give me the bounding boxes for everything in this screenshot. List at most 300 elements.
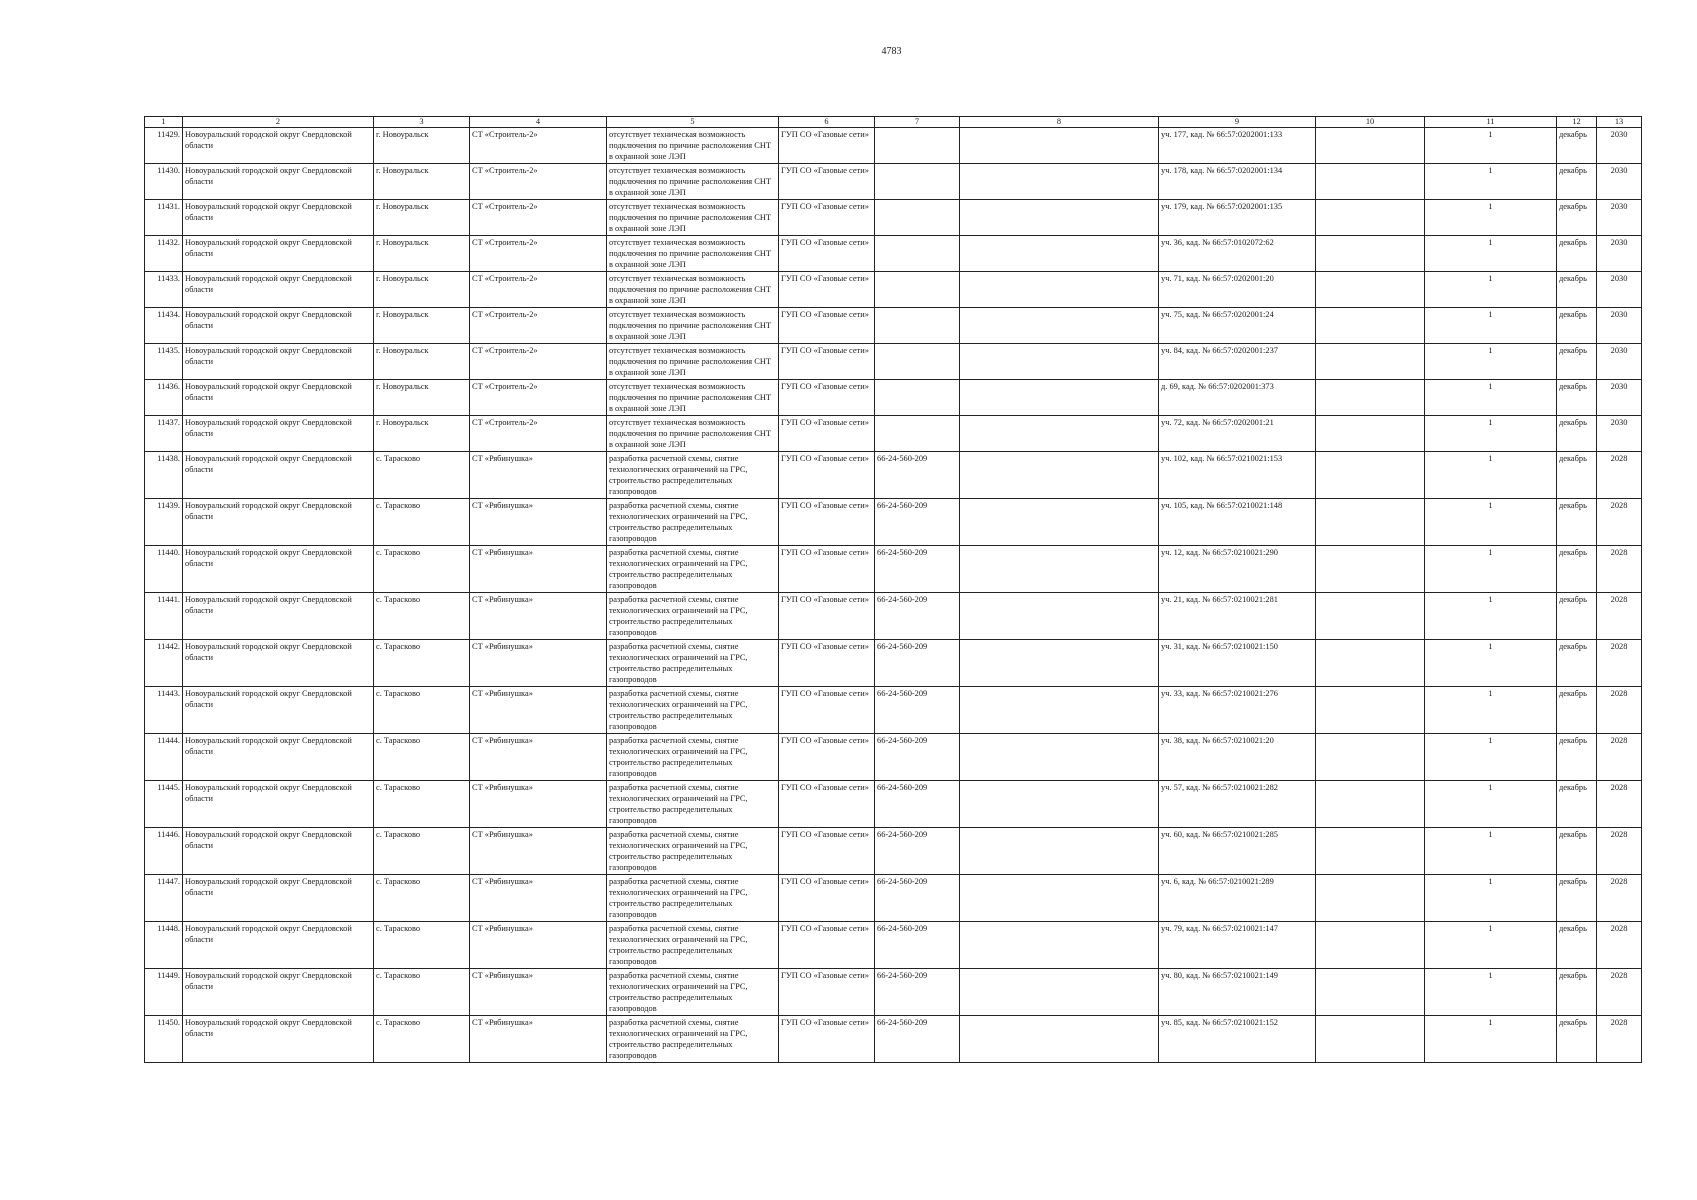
month-cell: декабрь	[1557, 128, 1597, 164]
month-cell: декабрь	[1557, 164, 1597, 200]
table-row	[145, 687, 1642, 734]
object-cell: СТ «Рябинушка»	[470, 640, 607, 687]
address-cell: уч. 21, кад. № 66:57:0210021:281	[1159, 593, 1316, 640]
object-cell: СТ «Строитель-2»	[470, 416, 607, 452]
column-8-cell	[960, 164, 1159, 200]
month-cell: декабрь	[1557, 969, 1597, 1016]
column-8-cell	[960, 272, 1159, 308]
organization-cell: ГУП СО «Газовые сети»	[779, 416, 875, 452]
code-cell	[875, 200, 960, 236]
object-cell: СТ «Рябинушка»	[470, 734, 607, 781]
municipality-cell: Новоуральский городской округ Свердловской области	[183, 1016, 374, 1063]
address-cell: уч. 12, кад. № 66:57:0210021:290	[1159, 546, 1316, 593]
object-cell: СТ «Строитель-2»	[470, 272, 607, 308]
year-cell: 2028	[1597, 546, 1642, 593]
code-cell: 66-24-560-209	[875, 499, 960, 546]
row-number: 11433.	[145, 272, 183, 308]
reason-cell: разработка расчетной схемы, снятие технологических ограничений на ГРС, строительство распределительных газопроводов	[607, 593, 779, 640]
locality-cell: г. Новоуральск	[374, 308, 470, 344]
object-cell: СТ «Рябинушка»	[470, 452, 607, 499]
column-header-2: 2	[183, 117, 374, 128]
year-cell: 2030	[1597, 308, 1642, 344]
quantity-cell: 1	[1425, 1016, 1557, 1063]
organization-cell: ГУП СО «Газовые сети»	[779, 164, 875, 200]
table-row	[145, 734, 1642, 781]
column-8-cell	[960, 499, 1159, 546]
column-8-cell	[960, 452, 1159, 499]
year-cell: 2030	[1597, 344, 1642, 380]
month-cell: декабрь	[1557, 308, 1597, 344]
address-cell: уч. 57, кад. № 66:57:0210021:282	[1159, 781, 1316, 828]
quantity-cell: 1	[1425, 499, 1557, 546]
month-cell: декабрь	[1557, 380, 1597, 416]
column-header-7: 7	[875, 117, 960, 128]
column-header-1: 1	[145, 117, 183, 128]
month-cell: декабрь	[1557, 1016, 1597, 1063]
quantity-cell: 1	[1425, 344, 1557, 380]
column-8-cell	[960, 687, 1159, 734]
column-10-cell	[1316, 416, 1425, 452]
year-cell: 2028	[1597, 1016, 1642, 1063]
row-number: 11430.	[145, 164, 183, 200]
object-cell: СТ «Строитель-2»	[470, 308, 607, 344]
column-10-cell	[1316, 272, 1425, 308]
municipality-cell: Новоуральский городской округ Свердловской области	[183, 128, 374, 164]
year-cell: 2030	[1597, 128, 1642, 164]
column-10-cell	[1316, 236, 1425, 272]
row-number: 11447.	[145, 875, 183, 922]
column-10-cell	[1316, 640, 1425, 687]
locality-cell: г. Новоуральск	[374, 344, 470, 380]
row-number: 11439.	[145, 499, 183, 546]
address-cell: уч. 177, кад. № 66:57:0202001:133	[1159, 128, 1316, 164]
reason-cell: отсутствует техническая возможность подключения по причине расположения СНТ в охранной зоне ЛЭП	[607, 344, 779, 380]
column-8-cell	[960, 781, 1159, 828]
locality-cell: г. Новоуральск	[374, 164, 470, 200]
column-8-cell	[960, 969, 1159, 1016]
municipality-cell: Новоуральский городской округ Свердловской области	[183, 452, 374, 499]
address-cell: уч. 31, кад. № 66:57:0210021:150	[1159, 640, 1316, 687]
code-cell: 66-24-560-209	[875, 734, 960, 781]
table-row	[145, 164, 1642, 200]
month-cell: декабрь	[1557, 272, 1597, 308]
address-cell: уч. 85, кад. № 66:57:0210021:152	[1159, 1016, 1316, 1063]
locality-cell: г. Новоуральск	[374, 236, 470, 272]
organization-cell: ГУП СО «Газовые сети»	[779, 640, 875, 687]
table-row	[145, 308, 1642, 344]
month-cell: декабрь	[1557, 640, 1597, 687]
code-cell: 66-24-560-209	[875, 546, 960, 593]
municipality-cell: Новоуральский городской округ Свердловской области	[183, 164, 374, 200]
row-number: 11436.	[145, 380, 183, 416]
reason-cell: отсутствует техническая возможность подключения по причине расположения СНТ в охранной зоне ЛЭП	[607, 380, 779, 416]
quantity-cell: 1	[1425, 380, 1557, 416]
table-row	[145, 380, 1642, 416]
organization-cell: ГУП СО «Газовые сети»	[779, 781, 875, 828]
object-cell: СТ «Строитель-2»	[470, 128, 607, 164]
column-8-cell	[960, 875, 1159, 922]
locality-cell: с. Тарасково	[374, 734, 470, 781]
column-8-cell	[960, 546, 1159, 593]
object-cell: СТ «Строитель-2»	[470, 200, 607, 236]
row-number: 11444.	[145, 734, 183, 781]
row-number: 11442.	[145, 640, 183, 687]
table-row	[145, 922, 1642, 969]
municipality-cell: Новоуральский городской округ Свердловской области	[183, 687, 374, 734]
year-cell: 2028	[1597, 734, 1642, 781]
column-8-cell	[960, 416, 1159, 452]
column-8-cell	[960, 640, 1159, 687]
municipality-cell: Новоуральский городской округ Свердловской области	[183, 875, 374, 922]
year-cell: 2028	[1597, 781, 1642, 828]
row-number: 11446.	[145, 828, 183, 875]
object-cell: СТ «Рябинушка»	[470, 875, 607, 922]
municipality-cell: Новоуральский городской округ Свердловской области	[183, 781, 374, 828]
municipality-cell: Новоуральский городской округ Свердловской области	[183, 200, 374, 236]
organization-cell: ГУП СО «Газовые сети»	[779, 308, 875, 344]
year-cell: 2028	[1597, 969, 1642, 1016]
address-cell: уч. 79, кад. № 66:57:0210021:147	[1159, 922, 1316, 969]
organization-cell: ГУП СО «Газовые сети»	[779, 546, 875, 593]
row-number: 11431.	[145, 200, 183, 236]
year-cell: 2028	[1597, 922, 1642, 969]
organization-cell: ГУП СО «Газовые сети»	[779, 128, 875, 164]
column-header-9: 9	[1159, 117, 1316, 128]
reason-cell: отсутствует техническая возможность подключения по причине расположения СНТ в охранной зоне ЛЭП	[607, 128, 779, 164]
column-10-cell	[1316, 734, 1425, 781]
reason-cell: разработка расчетной схемы, снятие технологических ограничений на ГРС, строительство распределительных газопроводов	[607, 452, 779, 499]
object-cell: СТ «Рябинушка»	[470, 593, 607, 640]
reason-cell: разработка расчетной схемы, снятие технологических ограничений на ГРС, строительство распределительных газопроводов	[607, 687, 779, 734]
month-cell: декабрь	[1557, 875, 1597, 922]
code-cell: 66-24-560-209	[875, 1016, 960, 1063]
locality-cell: с. Тарасково	[374, 687, 470, 734]
quantity-cell: 1	[1425, 640, 1557, 687]
municipality-cell: Новоуральский городской округ Свердловской области	[183, 828, 374, 875]
reason-cell: разработка расчетной схемы, снятие технологических ограничений на ГРС, строительство распределительных газопроводов	[607, 828, 779, 875]
quantity-cell: 1	[1425, 922, 1557, 969]
row-number: 11445.	[145, 781, 183, 828]
table-row	[145, 416, 1642, 452]
object-cell: СТ «Строитель-2»	[470, 236, 607, 272]
locality-cell: с. Тарасково	[374, 969, 470, 1016]
quantity-cell: 1	[1425, 828, 1557, 875]
year-cell: 2030	[1597, 416, 1642, 452]
column-10-cell	[1316, 380, 1425, 416]
column-number-header-row	[145, 117, 1642, 128]
organization-cell: ГУП СО «Газовые сети»	[779, 200, 875, 236]
column-10-cell	[1316, 875, 1425, 922]
municipality-cell: Новоуральский городской округ Свердловской области	[183, 640, 374, 687]
column-8-cell	[960, 308, 1159, 344]
quantity-cell: 1	[1425, 687, 1557, 734]
column-8-cell	[960, 593, 1159, 640]
address-cell: уч. 38, кад. № 66:57:0210021:20	[1159, 734, 1316, 781]
address-cell: уч. 102, кад. № 66:57:0210021:153	[1159, 452, 1316, 499]
municipality-cell: Новоуральский городской округ Свердловской области	[183, 734, 374, 781]
table-row	[145, 546, 1642, 593]
address-cell: уч. 178, кад. № 66:57:0202001:134	[1159, 164, 1316, 200]
month-cell: декабрь	[1557, 452, 1597, 499]
code-cell: 66-24-560-209	[875, 452, 960, 499]
quantity-cell: 1	[1425, 546, 1557, 593]
code-cell	[875, 344, 960, 380]
column-8-cell	[960, 128, 1159, 164]
locality-cell: с. Тарасково	[374, 546, 470, 593]
column-10-cell	[1316, 128, 1425, 164]
column-10-cell	[1316, 1016, 1425, 1063]
year-cell: 2028	[1597, 499, 1642, 546]
row-number: 11438.	[145, 452, 183, 499]
quantity-cell: 1	[1425, 416, 1557, 452]
column-header-3: 3	[374, 117, 470, 128]
object-cell: СТ «Рябинушка»	[470, 546, 607, 593]
reason-cell: отсутствует техническая возможность подключения по причине расположения СНТ в охранной зоне ЛЭП	[607, 308, 779, 344]
column-header-6: 6	[779, 117, 875, 128]
object-cell: СТ «Строитель-2»	[470, 380, 607, 416]
column-10-cell	[1316, 546, 1425, 593]
year-cell: 2030	[1597, 380, 1642, 416]
reason-cell: разработка расчетной схемы, снятие технологических ограничений на ГРС, строительство распределительных газопроводов	[607, 969, 779, 1016]
locality-cell: с. Тарасково	[374, 640, 470, 687]
column-header-10: 10	[1316, 117, 1425, 128]
municipality-cell: Новоуральский городской округ Свердловской области	[183, 593, 374, 640]
column-10-cell	[1316, 687, 1425, 734]
month-cell: декабрь	[1557, 781, 1597, 828]
locality-cell: г. Новоуральск	[374, 380, 470, 416]
municipality-cell: Новоуральский городской округ Свердловской области	[183, 380, 374, 416]
code-cell: 66-24-560-209	[875, 687, 960, 734]
table-row	[145, 200, 1642, 236]
organization-cell: ГУП СО «Газовые сети»	[779, 380, 875, 416]
month-cell: декабрь	[1557, 687, 1597, 734]
address-cell: уч. 80, кад. № 66:57:0210021:149	[1159, 969, 1316, 1016]
year-cell: 2030	[1597, 200, 1642, 236]
month-cell: декабрь	[1557, 236, 1597, 272]
row-number: 11434.	[145, 308, 183, 344]
reason-cell: отсутствует техническая возможность подключения по причине расположения СНТ в охранной зоне ЛЭП	[607, 272, 779, 308]
quantity-cell: 1	[1425, 272, 1557, 308]
row-number: 11440.	[145, 546, 183, 593]
column-10-cell	[1316, 828, 1425, 875]
column-8-cell	[960, 200, 1159, 236]
municipality-cell: Новоуральский городской округ Свердловской области	[183, 236, 374, 272]
quantity-cell: 1	[1425, 200, 1557, 236]
address-cell: уч. 75, кад. № 66:57:0202001:24	[1159, 308, 1316, 344]
column-header-12: 12	[1557, 117, 1597, 128]
row-number: 11441.	[145, 593, 183, 640]
municipality-cell: Новоуральский городской округ Свердловской области	[183, 499, 374, 546]
reason-cell: отсутствует техническая возможность подключения по причине расположения СНТ в охранной зоне ЛЭП	[607, 416, 779, 452]
quantity-cell: 1	[1425, 781, 1557, 828]
column-8-cell	[960, 380, 1159, 416]
month-cell: декабрь	[1557, 416, 1597, 452]
table-row	[145, 499, 1642, 546]
quantity-cell: 1	[1425, 969, 1557, 1016]
column-10-cell	[1316, 781, 1425, 828]
column-header-4: 4	[470, 117, 607, 128]
organization-cell: ГУП СО «Газовые сети»	[779, 828, 875, 875]
month-cell: декабрь	[1557, 546, 1597, 593]
year-cell: 2030	[1597, 272, 1642, 308]
organization-cell: ГУП СО «Газовые сети»	[779, 593, 875, 640]
reason-cell: разработка расчетной схемы, снятие технологических ограничений на ГРС, строительство распределительных газопроводов	[607, 499, 779, 546]
address-cell: уч. 60, кад. № 66:57:0210021:285	[1159, 828, 1316, 875]
address-cell: уч. 71, кад. № 66:57:0202001:20	[1159, 272, 1316, 308]
organization-cell: ГУП СО «Газовые сети»	[779, 272, 875, 308]
object-cell: СТ «Рябинушка»	[470, 1016, 607, 1063]
address-cell: уч. 36, кад. № 66:57:0102072:62	[1159, 236, 1316, 272]
quantity-cell: 1	[1425, 593, 1557, 640]
reason-cell: разработка расчетной схемы, снятие технологических ограничений на ГРС, строительство распределительных газопроводов	[607, 1016, 779, 1063]
organization-cell: ГУП СО «Газовые сети»	[779, 236, 875, 272]
object-cell: СТ «Рябинушка»	[470, 969, 607, 1016]
year-cell: 2028	[1597, 452, 1642, 499]
organization-cell: ГУП СО «Газовые сети»	[779, 344, 875, 380]
column-header-8: 8	[960, 117, 1159, 128]
row-number: 11435.	[145, 344, 183, 380]
reason-cell: отсутствует техническая возможность подключения по причине расположения СНТ в охранной зоне ЛЭП	[607, 164, 779, 200]
locality-cell: с. Тарасково	[374, 1016, 470, 1063]
code-cell: 66-24-560-209	[875, 640, 960, 687]
year-cell: 2030	[1597, 236, 1642, 272]
table-row	[145, 875, 1642, 922]
column-10-cell	[1316, 164, 1425, 200]
code-cell	[875, 128, 960, 164]
object-cell: СТ «Рябинушка»	[470, 687, 607, 734]
quantity-cell: 1	[1425, 452, 1557, 499]
organization-cell: ГУП СО «Газовые сети»	[779, 1016, 875, 1063]
reason-cell: разработка расчетной схемы, снятие технологических ограничений на ГРС, строительство распределительных газопроводов	[607, 640, 779, 687]
object-cell: СТ «Рябинушка»	[470, 922, 607, 969]
object-cell: СТ «Строитель-2»	[470, 164, 607, 200]
column-10-cell	[1316, 922, 1425, 969]
municipality-cell: Новоуральский городской округ Свердловской области	[183, 416, 374, 452]
month-cell: декабрь	[1557, 499, 1597, 546]
organization-cell: ГУП СО «Газовые сети»	[779, 687, 875, 734]
column-10-cell	[1316, 200, 1425, 236]
row-number: 11449.	[145, 969, 183, 1016]
column-10-cell	[1316, 499, 1425, 546]
organization-cell: ГУП СО «Газовые сети»	[779, 922, 875, 969]
reason-cell: разработка расчетной схемы, снятие технологических ограничений на ГРС, строительство распределительных газопроводов	[607, 875, 779, 922]
year-cell: 2028	[1597, 593, 1642, 640]
year-cell: 2028	[1597, 640, 1642, 687]
quantity-cell: 1	[1425, 734, 1557, 781]
column-10-cell	[1316, 969, 1425, 1016]
column-10-cell	[1316, 308, 1425, 344]
gasification-table	[144, 116, 1642, 1063]
table-row	[145, 128, 1642, 164]
code-cell	[875, 416, 960, 452]
column-8-cell	[960, 344, 1159, 380]
address-cell: уч. 84, кад. № 66:57:0202001:237	[1159, 344, 1316, 380]
code-cell: 66-24-560-209	[875, 593, 960, 640]
locality-cell: с. Тарасково	[374, 499, 470, 546]
reason-cell: разработка расчетной схемы, снятие технологических ограничений на ГРС, строительство распределительных газопроводов	[607, 922, 779, 969]
organization-cell: ГУП СО «Газовые сети»	[779, 734, 875, 781]
code-cell: 66-24-560-209	[875, 969, 960, 1016]
code-cell	[875, 272, 960, 308]
row-number: 11443.	[145, 687, 183, 734]
table-row	[145, 236, 1642, 272]
code-cell	[875, 164, 960, 200]
code-cell: 66-24-560-209	[875, 922, 960, 969]
table-row	[145, 272, 1642, 308]
quantity-cell: 1	[1425, 164, 1557, 200]
table-row	[145, 828, 1642, 875]
reason-cell: отсутствует техническая возможность подключения по причине расположения СНТ в охранной зоне ЛЭП	[607, 200, 779, 236]
municipality-cell: Новоуральский городской округ Свердловской области	[183, 546, 374, 593]
locality-cell: г. Новоуральск	[374, 416, 470, 452]
address-cell: уч. 33, кад. № 66:57:0210021:276	[1159, 687, 1316, 734]
object-cell: СТ «Рябинушка»	[470, 499, 607, 546]
column-8-cell	[960, 1016, 1159, 1063]
reason-cell: разработка расчетной схемы, снятие технологических ограничений на ГРС, строительство распределительных газопроводов	[607, 734, 779, 781]
organization-cell: ГУП СО «Газовые сети»	[779, 969, 875, 1016]
row-number: 11448.	[145, 922, 183, 969]
address-cell: д. 69, кад. № 66:57:0202001:373	[1159, 380, 1316, 416]
locality-cell: с. Тарасково	[374, 781, 470, 828]
year-cell: 2028	[1597, 875, 1642, 922]
column-header-5: 5	[607, 117, 779, 128]
table-row	[145, 640, 1642, 687]
year-cell: 2028	[1597, 687, 1642, 734]
locality-cell: с. Тарасково	[374, 593, 470, 640]
column-8-cell	[960, 734, 1159, 781]
row-number: 11450.	[145, 1016, 183, 1063]
column-header-11: 11	[1425, 117, 1557, 128]
quantity-cell: 1	[1425, 236, 1557, 272]
table-row	[145, 452, 1642, 499]
locality-cell: г. Новоуральск	[374, 200, 470, 236]
row-number: 11429.	[145, 128, 183, 164]
object-cell: СТ «Рябинушка»	[470, 828, 607, 875]
object-cell: СТ «Строитель-2»	[470, 344, 607, 380]
municipality-cell: Новоуральский городской округ Свердловской области	[183, 969, 374, 1016]
table-row	[145, 781, 1642, 828]
year-cell: 2030	[1597, 164, 1642, 200]
column-8-cell	[960, 828, 1159, 875]
municipality-cell: Новоуральский городской округ Свердловской области	[183, 272, 374, 308]
column-10-cell	[1316, 452, 1425, 499]
locality-cell: г. Новоуральск	[374, 272, 470, 308]
row-number: 11437.	[145, 416, 183, 452]
municipality-cell: Новоуральский городской округ Свердловской области	[183, 308, 374, 344]
address-cell: уч. 105, кад. № 66:57:0210021:148	[1159, 499, 1316, 546]
month-cell: декабрь	[1557, 922, 1597, 969]
address-cell: уч. 179, кад. № 66:57:0202001:135	[1159, 200, 1316, 236]
quantity-cell: 1	[1425, 308, 1557, 344]
column-header-13: 13	[1597, 117, 1642, 128]
locality-cell: с. Тарасково	[374, 875, 470, 922]
locality-cell: с. Тарасково	[374, 922, 470, 969]
year-cell: 2028	[1597, 828, 1642, 875]
locality-cell: с. Тарасково	[374, 828, 470, 875]
quantity-cell: 1	[1425, 875, 1557, 922]
organization-cell: ГУП СО «Газовые сети»	[779, 875, 875, 922]
column-8-cell	[960, 236, 1159, 272]
reason-cell: разработка расчетной схемы, снятие технологических ограничений на ГРС, строительство распределительных газопроводов	[607, 781, 779, 828]
page-number: 4783	[881, 46, 902, 57]
municipality-cell: Новоуральский городской округ Свердловской области	[183, 922, 374, 969]
locality-cell: с. Тарасково	[374, 452, 470, 499]
code-cell	[875, 236, 960, 272]
month-cell: декабрь	[1557, 828, 1597, 875]
reason-cell: разработка расчетной схемы, снятие технологических ограничений на ГРС, строительство распределительных газопроводов	[607, 546, 779, 593]
address-cell: уч. 6, кад. № 66:57:0210021:289	[1159, 875, 1316, 922]
month-cell: декабрь	[1557, 593, 1597, 640]
